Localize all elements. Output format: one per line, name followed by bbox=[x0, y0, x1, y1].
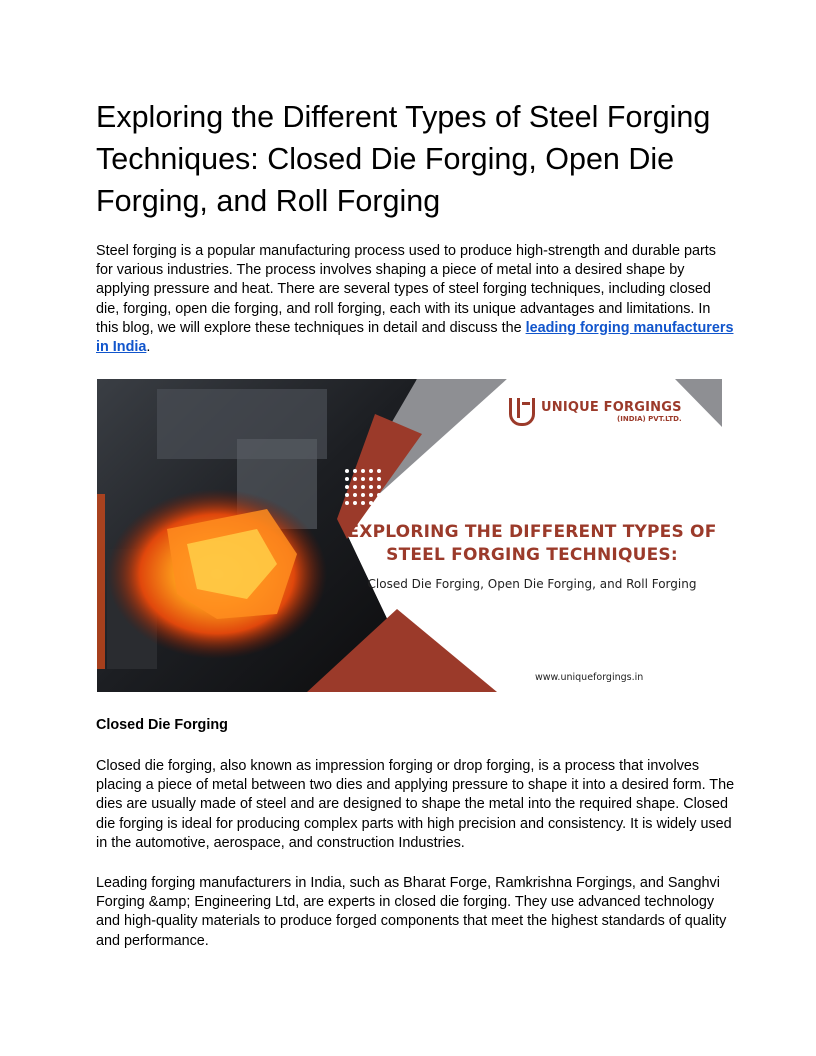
section-heading-closed-die: Closed Die Forging bbox=[96, 717, 228, 733]
manufacturers-link[interactable]: leading forging manufacturers in India bbox=[96, 319, 734, 356]
logo-subtitle: (INDIA) PVT.LTD. bbox=[617, 415, 682, 423]
logo-mark-icon bbox=[509, 398, 535, 426]
intro-paragraph bbox=[96, 242, 736, 357]
banner-url: www.uniqueforgings.in bbox=[535, 672, 644, 683]
logo-name: UNIQUE FORGINGS bbox=[541, 400, 682, 415]
closed-die-paragraph-2: Leading forging manufacturers in India, such as Bharat Forge, Ramkrishna Forgings, and Sanghvi Forging &amp; Engineering Ltd, are experts in closed die forging. They use advanced technology and high-quality materials to produce forged components that meet the highest standards of quality and performance. bbox=[96, 875, 727, 949]
banner-subheading: Closed Die Forging, Open Die Forging, and Roll Forging bbox=[367, 577, 697, 591]
page-title: Exploring the Different Types of Steel Forging Techniques: Closed Die Forging, Open Die Forging, and Roll Forging bbox=[96, 100, 711, 218]
company-logo bbox=[509, 398, 682, 426]
intro-trailing: . bbox=[146, 339, 151, 356]
banner-image bbox=[97, 379, 722, 692]
banner-heading-line2: STEEL FORGING TECHNIQUES: bbox=[386, 545, 678, 565]
banner-heading-line1: EXPLORING THE DIFFERENT TYPES OF bbox=[347, 522, 717, 542]
intro-text: Steel forging is a popular manufacturing process used to produce high-strength and durable parts for various industries. The process involves shaping a piece of metal into a desired shape by applying pressure and heat. There are several types of steel forging techniques, including closed die, forging, open die forging, and roll forging, each with its unique advantages and limitations. In this blog, we will explore these techniques in detail and discuss the bbox=[96, 243, 716, 336]
closed-die-paragraph-1: Closed die forging, also known as impression forging or drop forging, is a process that involves placing a piece of metal between two dies and applying pressure to shape it into a desired form. The dies are usually made of steel and are designed to shape the metal into the required shape. Closed die forging is ideal for producing complex parts with high precision and consistency. It is widely used in the automotive, aerospace, and construction Industries. bbox=[96, 758, 735, 851]
